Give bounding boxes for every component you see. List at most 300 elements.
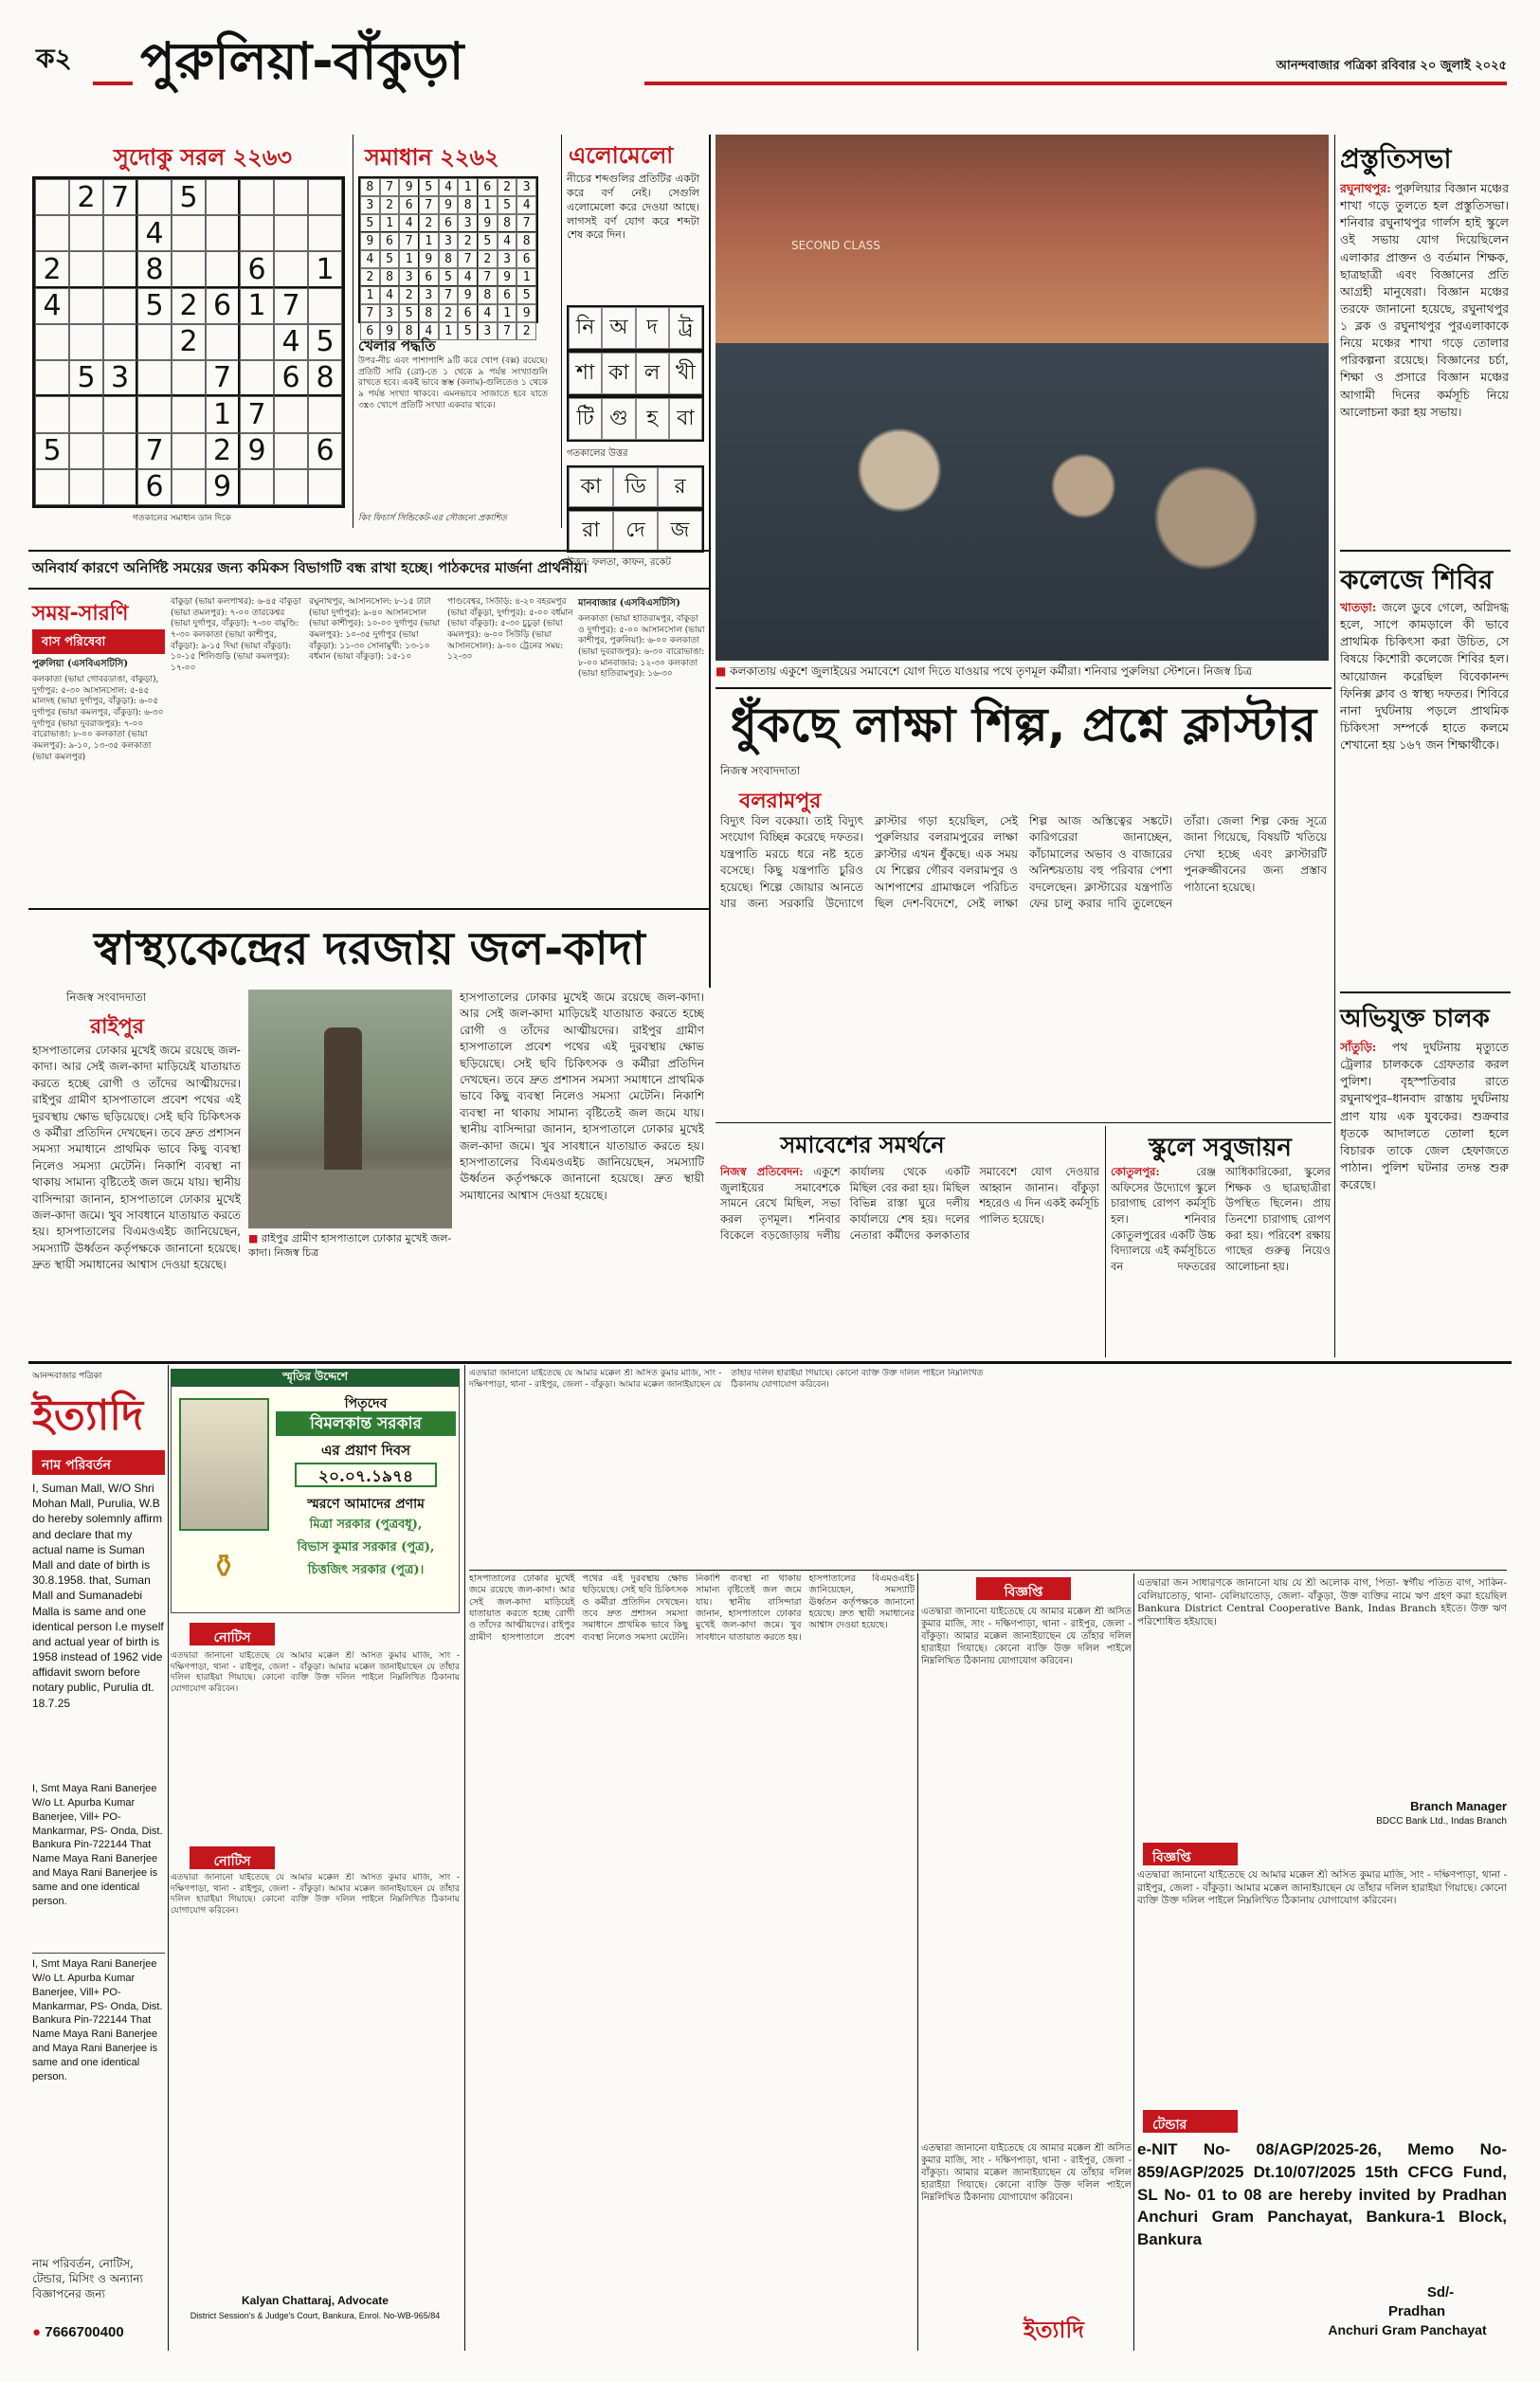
- sudoku-cell[interactable]: 5: [137, 288, 172, 324]
- camp-story: [1340, 599, 1509, 986]
- solution-cell: 5: [360, 214, 380, 232]
- rally-text: একুশে জুলাইয়ের সমাবেশকে সামনে রেখে মিছিল, সভা করল তৃণমূল। শনিবার বিকেলে বড়জোড়ায় দলীয় কার্যালয় থেকে একটি মিছিল বের করা হয়। মিছিল বিভিন্ন রাস্তা ঘুরে দলীয় কার্যালয়ে শেষ হয়। দলের নেতারা কর্মীদের কলকাতার সমাবেশে যোগ দেওয়ার আহ্বান জানান। বাঁকুড়া শহরেও এ দিন একই কর্মসূচি পালিত হয়েছে।: [720, 1165, 1099, 1242]
- health-headline: স্বাস্থ্যকেন্দ্রের দরজায় জল-কাদা: [94, 922, 645, 975]
- sudoku-cell[interactable]: 7: [103, 179, 137, 215]
- page-title: পুরুলিয়া-বাঁকুড়া: [140, 31, 464, 91]
- sudoku-cell[interactable]: [103, 288, 137, 324]
- health-body-1: হাসপাতালের ঢোকার মুখেই জমে রয়েছে জল-কাদা। আর সেই জল-কাদা মাড়িয়েই যাতায়াত করতে হচ্ছে রোগী ও তাঁদের আত্মীয়দের। রাইপুর গ্রামীণ হাসপাতালে প্রবেশ পথের এই দুরবস্থায় ক্ষোভ ছড়িয়েছে। সেই ছবি চিকিৎসক ও কর্মীরা প্রতিদিন দেখছেন। তবে দ্রুত প্রশাসন সমস্যা সমাধানে প্রাথমিক ভাবে কিছু ব্যবস্থা নিলেও সমস্যা মেটেনি। নিকাশি ব্যবস্থা না থাকায় সামান্য বৃষ্টিতেই জল জমে যায়। স্থানীয় বাসিন্দারা জানান, হাসপাতালে ঢোকার মুখেই জল-কাদা জমে। খুব সাবধানে যাতায়াত করতে হয়। হাসপাতালের বিএমওএইচ জানিয়েছেন, সমস্যাটি ঊর্ধ্বতন কর্তৃপক্ষকে জানানো হয়েছে। দ্রুত স্থায়ী সমাধানের আশ্বাস দেওয়া হয়েছে।: [32, 1044, 241, 1272]
- solution-cell: 8: [478, 286, 498, 304]
- solution-cell: 5: [516, 286, 536, 304]
- sudoku-cell[interactable]: 7: [137, 433, 172, 469]
- jumble-cell: দে: [613, 511, 658, 551]
- sudoku-cell[interactable]: [35, 360, 69, 396]
- sudoku-cell[interactable]: [206, 324, 240, 360]
- solution-cell: 5: [439, 268, 459, 286]
- solution-cell: 2: [516, 322, 536, 340]
- sudoku-cell[interactable]: 8: [308, 360, 342, 396]
- photo-caption-text: কলকাতায় একুশে জুলাইয়ের সমাবেশে যোগ দিতে যাওয়ার পথে তৃণমূল কর্মীরা। শনিবার পুরুলিয়া স্টেশনে। নিজস্ব চিত্র: [730, 664, 1252, 678]
- school-lead: কোতুলপুর:: [1111, 1165, 1160, 1178]
- solution-cell: 3: [498, 250, 517, 268]
- solution-cell: 4: [516, 196, 536, 214]
- solution-cell: 3: [516, 178, 536, 196]
- solution-cell: 8: [380, 268, 400, 286]
- sudoku-cell[interactable]: 7: [240, 396, 274, 432]
- sudoku-cell[interactable]: [240, 179, 274, 215]
- solution-cell: 7: [498, 322, 517, 340]
- schedule-col1: কলকাতা (ভায়া গোবরডাঙা, বাঁকুড়া), দুর্গাপুর: ৫-৩০ আসানসোল: ৫-৪৫ মালদহ (ভায়া দুর্গাপুর, বাঁকুড়া): ৬-০৫ দুর্গাপুর (ভায়া কমলপুর, বাঁকুড়া): ৬-৩০ দুর্গাপুর (ভায়া দুবরাজপুর): ৭-০০ বারোভাঙা: ৮-০০ কলকাতা (ভায়া কমলপুর): ৯-১০, ১৩-৩৫ কলকাতা (ভায়া কমলপুর): [32, 675, 164, 762]
- sudoku-cell[interactable]: 3: [103, 360, 137, 396]
- solution-cell: 1: [419, 232, 439, 250]
- solution-grid: [358, 176, 538, 338]
- solution-cell: 1: [458, 178, 478, 196]
- solution-cell: 2: [458, 232, 478, 250]
- solution-cell: 8: [439, 250, 459, 268]
- contact-phone: ● 7666700400: [32, 2324, 124, 2340]
- divider: [561, 135, 562, 528]
- news-photo-hospital: [248, 990, 452, 1228]
- divider: [464, 1365, 465, 2351]
- jumble-cell: শা: [569, 353, 602, 394]
- jumble-grid-3: [567, 396, 704, 442]
- branch-name: BDCC Bank Ltd., Indas Branch: [1376, 1816, 1507, 1827]
- prep-story: [1340, 180, 1509, 545]
- sudoku-cell[interactable]: 9: [240, 433, 274, 469]
- solution-cell: 6: [516, 250, 536, 268]
- divider: [1105, 1126, 1106, 1357]
- sudoku-cell[interactable]: 6: [308, 433, 342, 469]
- sudoku-cell[interactable]: [274, 179, 308, 215]
- sudoku-cell[interactable]: 5: [69, 360, 103, 396]
- solution-cell: 7: [360, 304, 380, 322]
- solution-cell: 4: [439, 178, 459, 196]
- solution-cell: 9: [419, 250, 439, 268]
- health-byline: নিজস্ব সংবাদদাতা: [66, 991, 147, 1004]
- sudoku-cell[interactable]: [35, 469, 69, 505]
- solution-cell: 2: [360, 268, 380, 286]
- legal-notice-banner: [469, 1369, 1507, 1568]
- camp-text: জলে ডুবে গেলে, অগ্নিদগ্ধ হলে, সাপে কামড়ালে কী ভাবে প্রাথমিক চিকিৎসা করা উচিত, সে বিষয়ে কিশোরী কলেজে শিবির হল। আয়োজন করেছিল বিবেকানন্দ ফিনিক্স ক্লাব ও স্বাস্থ্য দফতর। শিবিরে নানা দুর্ঘটনায় পড়লে প্রাথমিক চিকিৎসা সম্পর্কে হাতে কলমে শেখানো হয় ১৬৭ জন শিক্ষার্থীকে।: [1340, 600, 1509, 752]
- memorial-event: এর প্রয়াণ দিবস: [321, 1442, 410, 1459]
- memorial-date: ২০.০৭.১৯৭৪: [295, 1463, 437, 1487]
- sudoku-cell[interactable]: [172, 433, 206, 469]
- solution-cell: 3: [380, 304, 400, 322]
- solution-cell: 7: [439, 286, 459, 304]
- solution-cell: 4: [399, 214, 419, 232]
- sudoku-cell[interactable]: 1: [308, 251, 342, 287]
- prep-title: প্রস্তুতিসভা: [1340, 143, 1452, 174]
- masthead-line: [1061, 57, 1507, 78]
- sudoku-cell[interactable]: 4: [274, 324, 308, 360]
- sudoku-cell[interactable]: 1: [206, 396, 240, 432]
- sudoku-cell[interactable]: 6: [206, 288, 240, 324]
- sudoku-cell[interactable]: [69, 433, 103, 469]
- memorial-msg: স্মরণে আমাদের প্রণাম: [307, 1497, 425, 1512]
- sudoku-cell[interactable]: 6: [137, 469, 172, 505]
- sudoku-cell[interactable]: [308, 396, 342, 432]
- solution-cell: 3: [399, 268, 419, 286]
- camp-title: কলেজে শিবির: [1340, 564, 1494, 595]
- sudoku-cell[interactable]: 7: [274, 288, 308, 324]
- schedule-col5-head: মানবাজার (এসবিএসটিসি): [578, 598, 680, 609]
- solution-cell: 8: [498, 214, 517, 232]
- sudoku-cell[interactable]: [206, 215, 240, 251]
- name-change-ad-3: [32, 1953, 165, 2237]
- sudoku-cell[interactable]: [274, 215, 308, 251]
- memorial-rel: পিতৃদেব: [344, 1396, 388, 1411]
- sudoku-cell[interactable]: [69, 251, 103, 287]
- jumble-cell: দ: [636, 307, 669, 349]
- health-caption: ■ রাইপুর গ্রামীণ হাসপাতালে ঢোকার মুখেই জল-কাদা। নিজস্ব চিত্র: [248, 1232, 452, 1259]
- sudoku-cell[interactable]: 5: [172, 179, 206, 215]
- sudoku-cell[interactable]: [240, 360, 274, 396]
- solution-cell: 5: [419, 178, 439, 196]
- sudoku-cell[interactable]: [274, 469, 308, 505]
- notice-label-2: নোটিস: [190, 1846, 275, 1869]
- solution-cell: 9: [516, 304, 536, 322]
- solution-cell: 8: [516, 232, 536, 250]
- sudoku-cell[interactable]: [137, 396, 172, 432]
- crowd: [716, 343, 1329, 661]
- lac-headline: ধুঁকছে লাক্ষা শিল্প, প্রশ্নে ক্লাস্টার: [730, 698, 1317, 753]
- jumble-cell: জ: [658, 511, 702, 551]
- solution-title: সমাধান ২২৬২: [365, 144, 499, 171]
- solution-cell: 1: [360, 286, 380, 304]
- schedule-col1-head: পুরুলিয়া (এসবিএসটিসি): [32, 659, 129, 669]
- sudoku-grid[interactable]: [32, 176, 345, 508]
- solution-cell: 3: [478, 322, 498, 340]
- contact-phone-number: 7666700400: [45, 2324, 124, 2340]
- sudoku-cell[interactable]: 8: [137, 251, 172, 287]
- solution-cell: 7: [399, 232, 419, 250]
- jumble-cell: বা: [669, 398, 702, 440]
- pot-icon: ⚱: [209, 1548, 238, 1586]
- bigyapti-text-1b: এতদ্বারা জানানো যাইতেছে যে আমার মক্কেল শ্রী অসিত কুমার মাজি, সাং - দক্ষিণপাড়া, থানা - রাইপুর, জেলা - বাঁকুড়া। আমার মক্কেল জানাইয়াছেন যে তাঁহার দলিল হারাইয়া গিয়াছে। কোনো ব্যক্তি উক্ত দলিল পাইলে নিম্নলিখিত ঠিকানায় যোগাযোগ করিবেন।: [921, 2143, 1132, 2203]
- sudoku-cell[interactable]: 7: [206, 360, 240, 396]
- solution-cell: 8: [399, 322, 419, 340]
- sudoku-cell[interactable]: 4: [137, 215, 172, 251]
- solution-cell: 3: [439, 232, 459, 250]
- sudoku-cell[interactable]: [103, 215, 137, 251]
- tender-label: টেন্ডার: [1143, 2110, 1238, 2133]
- sudoku-cell[interactable]: [69, 396, 103, 432]
- muddy-water: [248, 1170, 452, 1228]
- solution-cell: 3: [360, 196, 380, 214]
- memorial-ad: [171, 1386, 460, 1613]
- bigyapti-label-2: বিজ্ঞপ্তি: [1143, 1843, 1238, 1865]
- jumble-answer-note: গতকালের উত্তর: [567, 448, 628, 459]
- jumble-cell: ডি: [613, 467, 658, 507]
- solution-cell: 5: [380, 250, 400, 268]
- lac-dateline: বলরামপুর: [739, 790, 822, 813]
- lac-body: বিদ্যুৎ বিল বকেয়া। তাই বিদ্যুৎ সংযোগ বিচ্ছিন্ন করেছে দফতর। যন্ত্রপাতি মরচে ধরে নষ্ট হতে বসেছে। কিছু যন্ত্রপাতি চুরিও হয়েছে। শিল্পে জোয়ার আনতে যার জন্য সরকারি উদ্যোগে ক্লাস্টার গড়া হয়েছিল, সেই পুরুলিয়ার বলরামপুরের লাক্ষা ক্লাস্টার এখন ধুঁকছে। এক সময় যে শিল্পের গৌরব বলরামপুর ও আশপাশের গ্রামাঞ্চলে পরিচিত ছিল দেশ-বিদেশে, সেই লাক্ষা শিল্প আজ অস্তিত্বের সঙ্কটে। কারিগরেরা জানাচ্ছেন, কাঁচামালের অভাব ও বাজারের অনিশ্চয়তায় বহু পরিবার পেশা বদলেছেন। ক্লাস্টারের যন্ত্রপাতি ফের চালু করার দাবি তুলেছেন তাঁরা। জেলা শিল্প কেন্দ্র সূত্রে জানা গিয়েছে, বিষয়টি খতিয়ে দেখা হচ্ছে এবং ক্লাস্টারটি পুনরুজ্জীবনের জন্য প্রস্তাব পাঠানো হয়েছে।: [720, 814, 1327, 910]
- sudoku-cell[interactable]: [274, 433, 308, 469]
- name-change-ad-2: I, Smt Maya Rani Banerjee W/o Lt. Apurba Kumar Banerjee, Vill+ PO- Mankarmar, PS- Onda, Dist. Bankura Pin-722144 That Name Maya Rani Banerjee and Maya Rani Banerjee is same and one identical person.: [32, 1783, 163, 1907]
- arrest-story: [1340, 1039, 1509, 1352]
- tender-sign-2: Anchuri Gram Panchayat: [1328, 2322, 1487, 2337]
- rules-title: খেলার পদ্ধতি: [358, 337, 436, 355]
- jumble-grid-5: [567, 509, 704, 553]
- solution-cell: 1: [380, 214, 400, 232]
- sudoku-cell[interactable]: [35, 324, 69, 360]
- photo-caption: ■ কলকাতায় একুশে জুলাইয়ের সমাবেশে যোগ দিতে যাওয়ার পথে তৃণমূল কর্মীরা। শনিবার পুরুলিয়া স্টেশনে। নিজস্ব চিত্র: [716, 664, 1252, 678]
- jumble-cell: ল: [636, 353, 669, 394]
- sudoku-cell[interactable]: [137, 179, 172, 215]
- solution-cell: 2: [399, 286, 419, 304]
- sudoku-cell[interactable]: [103, 396, 137, 432]
- solution-cell: 1: [516, 268, 536, 286]
- solution-cell: 2: [498, 178, 517, 196]
- jumble-cell: অ: [602, 307, 635, 349]
- name-change-label: নাম পরিবর্তন: [32, 1450, 165, 1475]
- advocate-name: Kalyan Chattaraj, Advocate: [242, 2294, 389, 2307]
- jumble-cell: হ: [636, 398, 669, 440]
- sudoku-cell[interactable]: [308, 288, 342, 324]
- sudoku-cell[interactable]: [35, 179, 69, 215]
- sudoku-cell[interactable]: 1: [240, 288, 274, 324]
- schedule-col4: পাণ্ডবেশ্বর, সিউড়ি: ৪-২০ বহরমপুর (ভায়া বাঁকুড়া, দুর্গাপুর): ৫-০০ বর্ধমান (ভায়া বাঁকুড়া): ৫-৩০ চুচুড়া (ভায়া কমলপুর): ৬-০০ সিউড়ি (ভায়া আসানসোল): ৯-০০ ট্রেনের সময়: ১২-৩০: [447, 597, 573, 663]
- jumble-grids: [567, 305, 704, 590]
- arrest-text: পথ দুর্ঘটনায় মৃত্যুতে ট্রেলার চালককে গ্রেফতার করল পুলিশ। বৃহস্পতিবার রাতে রঘুনাথপুর–ধানবাদ রাস্তায় দুর্ঘটনায় প্রাণ যায় এক যুবকের। শুক্রবার ধৃতকে আদালতে তোলা হলে বিচারক তাকে জেল হেফাজতে পাঠান। পুলিশ ঘটনার তদন্ত শুরু করেছে।: [1340, 1040, 1509, 1191]
- sudoku-cell[interactable]: 5: [308, 324, 342, 360]
- footer-etyadi-logo: ইত্যাদি: [1024, 2317, 1084, 2343]
- masthead: আনন্দবাজার পত্রিকা: [1276, 59, 1378, 73]
- branch-manager: Branch Manager: [1410, 1799, 1507, 1813]
- sudoku-cell[interactable]: 2: [172, 288, 206, 324]
- divider: [716, 687, 1332, 689]
- comics-notice: অনিবার্য কারণে অনির্দিষ্ট সময়ের জন্য কমিকস বিভাগটি বন্ধ রাখা হচ্ছে। পাঠকদের মার্জনা প্রার্থনীয়।: [32, 559, 588, 576]
- jumble-cell: কা: [602, 353, 635, 394]
- jumble-cell: খী: [669, 353, 702, 394]
- divider: [716, 1122, 1332, 1123]
- portrait-photo: [179, 1398, 269, 1531]
- sudoku-cell[interactable]: 4: [35, 288, 69, 324]
- divider: [1340, 550, 1511, 552]
- sudoku-cell[interactable]: [172, 469, 206, 505]
- solution-cell: 8: [419, 304, 439, 322]
- arrest-title: অভিযুক্ত চালক: [1340, 1005, 1490, 1033]
- solution-cell: 4: [419, 322, 439, 340]
- name-change-ad-1: I, Suman Mall, W/O Shri Mohan Mall, Purulia, W.B do hereby solemnly affirm and declare that my actual name is Suman Mall and date of birth is 30.8.1958. that, Suman Mall and Sumanadebi Malla is same and one identical person I.e myself and actual year of birth is 1958 instead of 1962 vide affidavit sworn before notary public, Purulia dt. 18.7.25: [32, 1482, 164, 1710]
- rally-title: সমাবেশের সমর্থনে: [780, 1132, 945, 1158]
- rally-lead: নিজস্ব প্রতিবেদন:: [720, 1165, 804, 1178]
- solution-cell: 9: [498, 268, 517, 286]
- solution-cell: 1: [478, 196, 498, 214]
- sudoku-cell[interactable]: [69, 469, 103, 505]
- sudoku-cell[interactable]: [103, 324, 137, 360]
- tender-sign-1: Pradhan: [1387, 2303, 1445, 2319]
- solution-cell: 6: [458, 304, 478, 322]
- notice-text-1: এতদ্বারা জানানো যাইতেছে যে আমার মক্কেল শ্রী অসিত কুমার মাজি, সাং - দক্ষিণপাড়া, থানা - রাইপুর, জেলা - বাঁকুড়া। আমার মক্কেল জানাইয়াছেন যে তাঁহার দলিল হারাইয়া গিয়াছে। কোনো ব্যক্তি উক্ত দলিল পাইলে নিম্নলিখিত ঠিকানায় যোগাযোগ করিবেন।: [171, 1651, 460, 1695]
- solution-cell: 4: [498, 232, 517, 250]
- solution-cell: 2: [380, 196, 400, 214]
- sudoku-cell[interactable]: 9: [206, 469, 240, 505]
- solution-cell: 6: [380, 232, 400, 250]
- sudoku-cell[interactable]: [274, 396, 308, 432]
- solution-cell: 1: [439, 322, 459, 340]
- health-dateline: রাইপুর: [90, 1015, 144, 1039]
- sudoku-cell[interactable]: [35, 396, 69, 432]
- schedule-tag: বাস পরিষেবা: [32, 629, 165, 654]
- jumble-text: নীচের শব্দগুলির প্রতিটির একটা করে বর্ণ নেই। সেগুলি এলোমেলো করে দেওয়া আছে। লাগসই বর্ণ যোগ করে শব্দটা শেষ করে দিন।: [567, 173, 699, 242]
- school-title: স্কুলে সবুজায়ন: [1149, 1134, 1292, 1162]
- divider: [28, 550, 709, 552]
- solution-cell: 7: [516, 214, 536, 232]
- sudoku-cell[interactable]: [308, 215, 342, 251]
- sudoku-cell[interactable]: 6: [274, 360, 308, 396]
- jumble-grid-2: [567, 351, 704, 396]
- sudoku-cell[interactable]: [35, 215, 69, 251]
- divider: [1334, 135, 1335, 1357]
- solution-cell: 9: [399, 178, 419, 196]
- issue-date: রবিবার ২০ জুলাই ২০২৫: [1381, 59, 1507, 73]
- solution-cell: 9: [439, 196, 459, 214]
- sudoku-cell[interactable]: [103, 433, 137, 469]
- sudoku-cell[interactable]: [206, 179, 240, 215]
- sudoku-cell[interactable]: [137, 324, 172, 360]
- solution-cell: 3: [419, 286, 439, 304]
- solution-cell: 6: [498, 286, 517, 304]
- tender-text: e-NIT No- 08/AGP/2025-26, Memo No-859/AGP/2025 Dt.10/07/2025 15th CFCG Fund, SL No- 01 to 08 are hereby invited by Pradhan Anchuri Gram Panchayat, Bankura-1 Block, Bankura: [1137, 2140, 1507, 2249]
- notice-text-2: এতদ্বারা জানানো যাইতেছে যে আমার মক্কেল শ্রী অসিত কুমার মাজি, সাং - দক্ষিণপাড়া, থানা - রাইপুর, জেলা - বাঁকুড়া। আমার মক্কেল জানাইয়াছেন যে তাঁহার দলিল হারাইয়া গিয়াছে। কোনো ব্যক্তি উক্ত দলিল পাইলে নিম্নলিখিত ঠিকানায় যোগাযোগ করিবেন।: [171, 1873, 460, 1917]
- divider: [28, 908, 709, 910]
- solution-cell: 9: [360, 232, 380, 250]
- school-story: [1111, 1164, 1331, 1354]
- sudoku-cell[interactable]: [172, 251, 206, 287]
- sudoku-cell[interactable]: [103, 251, 137, 287]
- solution-cell: 9: [458, 286, 478, 304]
- health-body-2: হাসপাতালের ঢোকার মুখেই জমে রয়েছে জল-কাদা। আর সেই জল-কাদা মাড়িয়েই যাতায়াত করতে হচ্ছে রোগী ও তাঁদের আত্মীয়দের। রাইপুর গ্রামীণ হাসপাতালে প্রবেশ পথের এই দুরবস্থায় ক্ষোভ ছড়িয়েছে। সেই ছবি চিকিৎসক ও কর্মীরা প্রতিদিন দেখছেন। তবে দ্রুত প্রশাসন সমস্যা সমাধানে প্রাথমিক ভাবে কিছু ব্যবস্থা নিলেও সমস্যা মেটেনি। নিকাশি ব্যবস্থা না থাকায় সামান্য বৃষ্টিতেই জল জমে যায়। স্থানীয় বাসিন্দারা জানান, হাসপাতালে ঢোকার মুখেই জল-কাদা জমে। খুব সাবধানে যাতায়াত করতে হয়। হাসপাতালের বিএমওএইচ জানিয়েছেন, সমস্যাটি ঊর্ধ্বতন কর্তৃপক্ষকে জানানো হয়েছে। দ্রুত স্থায়ী সমাধানের আশ্বাস দেওয়া হয়েছে।: [460, 991, 704, 1202]
- jumble-cell: রা: [569, 511, 613, 551]
- sudoku-cell[interactable]: [69, 324, 103, 360]
- sudoku-cell[interactable]: [308, 469, 342, 505]
- divider: [1340, 991, 1511, 993]
- solution-cell: 4: [478, 304, 498, 322]
- solution-cell: 5: [498, 196, 517, 214]
- memorial-by-3: চিত্তজিৎ সরকার (পুত্র)।: [307, 1563, 425, 1577]
- memorial-by-2: বিভাস কুমার সরকার (পুত্র),: [297, 1540, 435, 1555]
- advocate-address: District Session's & Judge's Court, Bankura, Enrol. No-WB-965/84: [190, 2311, 441, 2320]
- divider: [28, 1361, 1512, 1364]
- jumble-cell: ট্র: [669, 307, 702, 349]
- solution-cell: 9: [478, 214, 498, 232]
- sudoku-cell[interactable]: [240, 215, 274, 251]
- sudoku-cell[interactable]: [69, 215, 103, 251]
- sudoku-cell[interactable]: 2: [35, 251, 69, 287]
- bigyapti-text-2: এতদ্বারা জানানো যাইতেছে যে আমার মক্কেল শ্রী অসিত কুমার মাজি, সাং - দক্ষিণপাড়া, থানা - রাইপুর, জেলা - বাঁকুড়া। আমার মক্কেল জানাইয়াছেন যে তাঁহার দলিল হারাইয়া গিয়াছে। কোনো ব্যক্তি উক্ত দলিল পাইলে নিম্নলিখিত ঠিকানায় যোগাযোগ করিবেন।: [1137, 1869, 1507, 1907]
- solution-cell: 9: [380, 322, 400, 340]
- rules-credit: কিং ফিচার্স সিন্ডিকেট-এর সৌজন্যে প্রকাশিত: [358, 514, 507, 523]
- sudoku-cell[interactable]: 2: [69, 179, 103, 215]
- solution-cell: 5: [478, 232, 498, 250]
- memorial-by-1: মিত্রা সরকার (পুত্রবধূ),: [309, 1518, 423, 1532]
- solution-cell: 3: [458, 214, 478, 232]
- etyadi-logo: ইত্যাদি: [32, 1391, 144, 1440]
- sudoku-cell[interactable]: [240, 324, 274, 360]
- jumble-answer: উত্তর: ফলতা, কাফন, রকেট: [567, 557, 672, 568]
- jumble-grid-4: [567, 465, 704, 509]
- divider: [1133, 1573, 1134, 2351]
- sudoku-cell[interactable]: [172, 396, 206, 432]
- solution-cell: 5: [458, 322, 478, 340]
- sudoku-cell[interactable]: [103, 469, 137, 505]
- solution-cell: 6: [478, 178, 498, 196]
- solution-cell: 8: [360, 178, 380, 196]
- news-photo-station: [716, 135, 1329, 661]
- schedule-col2: বাঁকুড়া (ভায়া কলপাথর): ৬-৪৫ বাঁকুড়া (ভায়া তমলপুর): ৭-০০ তারকেশ্বর (ভায়া দুর্গাপুর, বাঁকুড়া): ৭-৩০ বামুণ্ডি: ৭-৩০ কলকাতা (ভায়া কাশীপুর, বাঁকুড়া): ৯-১৫ দিঘা (ভায়া বাঁকুড়া): ১০-১৫ শিলিগুড়ি (ভায়া কমলপুর): ১৭-০০: [171, 597, 301, 674]
- solution-cell: 6: [439, 214, 459, 232]
- solution-cell: 6: [360, 322, 380, 340]
- sudoku-cell[interactable]: [240, 469, 274, 505]
- school-text: রেঞ্জ অফিসের উদ্যোগে স্কুলে চারাগাছ রোপণ কর্মসূচি হল। শনিবার কোতুলপুরের একটি উচ্চ বিদ্যালয়ে এই কর্মসূচিতে বন দফতরের আধিকারিকেরা, স্কুলের শিক্ষক ও ছাত্রছাত্রীরা উপস্থিত ছিলেন। প্রায় তিনশো চারাগাছ রোপণ করা হয়। পরিবেশ রক্ষায় গাছের গুরুত্ব নিয়েও আলোচনা হয়।: [1111, 1165, 1331, 1274]
- sudoku-cell[interactable]: [172, 215, 206, 251]
- divider: [28, 588, 709, 590]
- solution-cell: 7: [478, 268, 498, 286]
- solution-cell: 2: [439, 304, 459, 322]
- sudoku-cell[interactable]: 2: [206, 433, 240, 469]
- health-caption-text: রাইপুর গ্রামীণ হাসপাতালে ঢোকার মুখেই জল-কাদা। নিজস্ব চিত্র: [248, 1232, 452, 1259]
- sudoku-cell[interactable]: [137, 360, 172, 396]
- jumble-cell: নি: [569, 307, 602, 349]
- solution-cell: 4: [360, 250, 380, 268]
- prep-text: পুরুলিয়ার বিজ্ঞান মঞ্চের শাখা গড়ে তুলতে হল প্রস্তুতিসভা। শনিবার রঘুনাথপুর গার্লস হাই স্কুলে ওই সভায় যোগ দিয়েছিলেন এলাকার প্রাক্তন ও বর্তমান শিক্ষক, ছাত্রছাত্রী এবং বিজ্ঞানের প্রতি আগ্রহী মানুষেরা। বিজ্ঞান মঞ্চের তরফে জানানো হয়েছে, রঘুনাথপুর ১ ব্লক ও রঘুনাথপুর পুরএলাকাকে নিয়ে মঞ্চের শাখা গড়ে তোলার পরিকল্পনা রয়েছে। বিজ্ঞানের চর্চা, শিক্ষা ও প্রসারে বিজ্ঞান মঞ্চের আগামী দিনের কর্মসূচি নিয়ে আলোচনা করা হয় সভায়।: [1340, 181, 1509, 419]
- sudoku-footer: গতকালের সমাধান ডান দিকে: [133, 514, 231, 523]
- jumble-cell: কা: [569, 467, 613, 507]
- solution-cell: 6: [399, 196, 419, 214]
- sudoku-cell[interactable]: 2: [172, 324, 206, 360]
- divider: [469, 1570, 1507, 1571]
- solution-cell: 2: [478, 250, 498, 268]
- sudoku-cell[interactable]: [308, 179, 342, 215]
- schedule-col5: কলকাতা (ভায়া হাতিরামপুর, বাঁকুড়া ও দুর্গাপুর): ৫-০০ আসানসোল (ভায়া কাশীপুর, পুরুলিয়া): ৬-০০ কলকাতা (ভায়া দুবরাজপুর): ৬-৩০ বারোভাঙা: ৮-০০ মানবাজার: ১২-৩০ কলকাতা (ভায়া হাতিরামপুর): ১৬-৩০: [578, 614, 705, 680]
- sudoku-cell[interactable]: [206, 251, 240, 287]
- bigyapti-text-1: এতদ্বারা জানানো যাইতেছে যে আমার মক্কেল শ্রী অসিত কুমার মাজি, সাং - দক্ষিণপাড়া, থানা - রাইপুর, জেলা - বাঁকুড়া। আমার মক্কেল জানাইয়াছেন যে তাঁহার দলিল হারাইয়া গিয়াছে। কোনো ব্যক্তি উক্ত দলিল পাইলে নিম্নলিখিত ঠিকানায় যোগাযোগ করিবেন।: [921, 1607, 1132, 1666]
- rules-text: উপর-নীচ এবং পাশাপাশি ৯টি করে খোপ (বক্স) রয়েছে। প্রতিটি সারি (রো)-তে ১ থেকে ৯ পর্যন্ত সংখ্যাগুলি রাখতে হবে। একই ভাবে স্তম্ভ (কলাম)-গুলিতেও ১ থেকে ৯ পর্যন্ত সংখ্যা থাকবে। এমনভাবে সাজাতে হবে যাতে ৩x৩ খোপে প্রতিটি সংখ্যা একবার থাকে।: [358, 356, 548, 410]
- sudoku-cell[interactable]: [172, 360, 206, 396]
- solution-cell: 7: [458, 250, 478, 268]
- notice-label: নোটিস: [190, 1623, 275, 1646]
- solution-cell: 1: [399, 250, 419, 268]
- sudoku-cell[interactable]: 6: [240, 251, 274, 287]
- rally-story: [720, 1164, 1099, 1354]
- prep-lead: রঘুনাথপুর:: [1340, 181, 1391, 195]
- schedule-col3: রঘুনাথপুর, আসানসোল: ৮-১৫ টাটা (ভায়া দুর্গাপুর): ৯-৪০ আসানসোল (ভায়া কাশীপুর): ১০-০০ দুর্গাপুর (ভায়া কমলপুর): ১০-৩৫ দুর্গাপুর (ভায়া বাঁকুড়া): ১১-৩০ সোনামুখী: ১৩-১০ বর্ধমান (ভায়া বাঁকুড়া): ১৫-১০: [309, 597, 441, 663]
- divider: [709, 135, 711, 988]
- memorial-name: বিমলকান্ত সরকার: [276, 1411, 456, 1436]
- etyadi-masthead: আনন্দবাজার পত্রিকা: [32, 1372, 102, 1381]
- solution-cell: 2: [419, 214, 439, 232]
- solution-cell: 1: [498, 304, 517, 322]
- solution-cell: 6: [419, 268, 439, 286]
- sudoku-cell[interactable]: [274, 251, 308, 287]
- name-change-ad-3-text: I, Smt Maya Rani Banerjee W/o Lt. Apurba Kumar Banerjee, Vill+ PO- Mankarmar, PS- Onda, Dist. Bankura Pin-722144 That Name Maya Rani Banerjee and Maya Rani Banerjee is same and one identical person.: [32, 1958, 163, 2082]
- jumble-title: এলোমেলো: [569, 142, 674, 169]
- legal-notice-banner-text: এতদ্বারা জানানো যাইতেছে যে আমার মক্কেল শ্রী অসিত কুমার মাজি, সাং - দক্ষিণপাড়া, থানা - রাইপুর, জেলা - বাঁকুড়া। আমার মক্কেল জানাইয়াছেন যে তাঁহার দলিল হারাইয়া গিয়াছে। কোনো ব্যক্তি উক্ত দলিল পাইলে নিম্নলিখিত ঠিকানায় যোগাযোগ করিবেন।: [469, 1369, 984, 1390]
- jumble-grid-1: [567, 305, 704, 351]
- sudoku-cell[interactable]: [69, 288, 103, 324]
- divider: [917, 1573, 918, 2351]
- jumble-cell: টি: [569, 398, 602, 440]
- solution-cell: 5: [399, 304, 419, 322]
- solution-cell: 4: [458, 268, 478, 286]
- header-redline-right: [644, 82, 1507, 85]
- page-number: ক২: [36, 43, 72, 74]
- solution-cell: 8: [458, 196, 478, 214]
- coach-label: SECOND CLASS: [791, 239, 880, 252]
- schedule-title: সময়-সারণি: [32, 602, 129, 626]
- lac-byline: নিজস্ব সংবাদদাতা: [720, 764, 801, 777]
- sudoku-cell[interactable]: 5: [35, 433, 69, 469]
- solution-cell: 7: [380, 178, 400, 196]
